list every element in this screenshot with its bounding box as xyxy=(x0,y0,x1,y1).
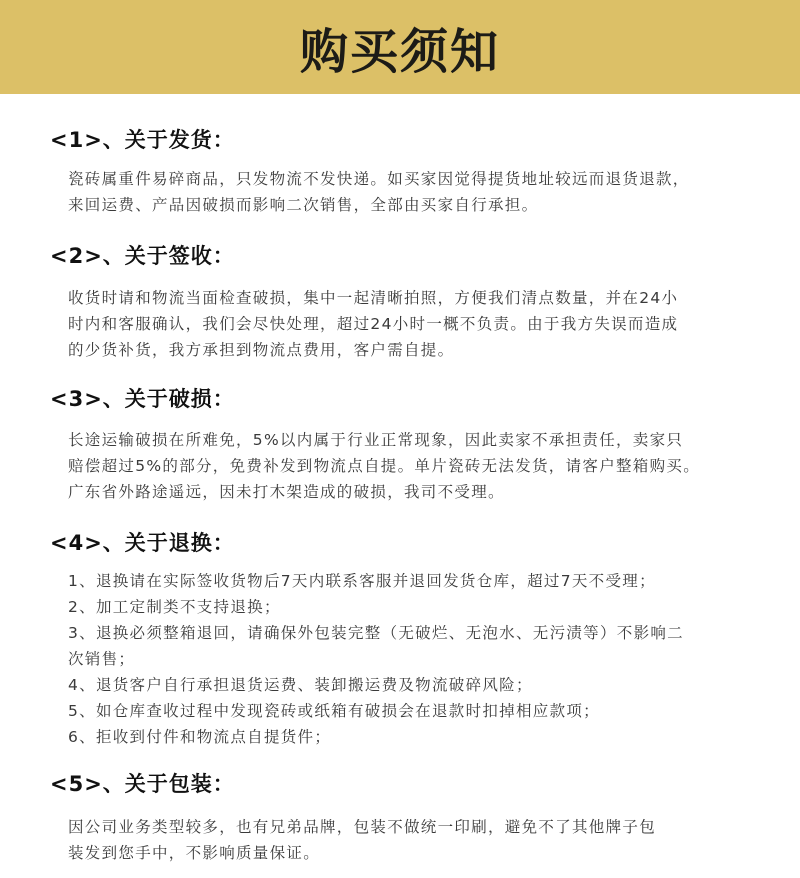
list-item: 5、如仓库查收过程中发现瓷砖或纸箱有破损会在退款时扣掉相应款项； xyxy=(68,702,600,720)
list-item: 4、退货客户自行承担退货运费、装卸搬运费及物流破碎风险； xyxy=(68,676,533,694)
section-body-receipt xyxy=(68,285,768,363)
list-item: 6、拒收到付件和物流点自提货件； xyxy=(68,728,332,746)
section-heading-damage: <3>、关于破损： xyxy=(50,387,235,411)
section-heading-receipt: <2>、关于签收： xyxy=(50,244,235,268)
section-body-shipping xyxy=(68,166,768,218)
paragraph-line: 长途运输破损在所难免，5%以内属于行业正常现象，因此卖家不承担责任，卖家只 xyxy=(68,431,684,449)
paragraph-line: 广东省外路途遥远，因未打木架造成的破损，我司不受理。 xyxy=(68,483,505,501)
paragraph-line: 来回运费、产品因破损而影响二次销售，全部由买家自行承担。 xyxy=(68,196,539,214)
section-body-packaging xyxy=(68,814,768,866)
list-item: 1、退换请在实际签收货物后7天内联系客服并退回发货仓库，超过7天不受理； xyxy=(68,572,656,590)
section-heading-shipping: <1>、关于发货： xyxy=(50,128,235,152)
section-body-returns xyxy=(68,568,768,750)
section-heading-packaging: <5>、关于包装： xyxy=(50,772,235,796)
page-title: 购买须知 xyxy=(299,23,500,80)
section-heading-returns: <4>、关于退换： xyxy=(50,531,235,555)
paragraph-line: 装发到您手中，不影响质量保证。 xyxy=(68,844,321,862)
section-body-damage xyxy=(68,427,768,505)
paragraph-line: 的少货补货，我方承担到物流点费用，客户需自提。 xyxy=(68,341,455,359)
list-item: 3、退换必须整箱退回，请确保外包装完整（无破烂、无泡水、无污渍等）不影响二 xyxy=(68,624,684,642)
paragraph-line: 时内和客服确认，我们会尽快处理，超过24小时一概不负责。由于我方失误而造成 xyxy=(68,315,679,333)
header-banner xyxy=(0,0,800,94)
list-item-continuation: 次销售； xyxy=(68,650,136,668)
paragraph-line: 赔偿超过5%的部分，免费补发到物流点自提。单片瓷砖无法发货，请客户整箱购买。 xyxy=(68,457,700,475)
list-item: 2、加工定制类不支持退换； xyxy=(68,598,281,616)
paragraph-line: 因公司业务类型较多，也有兄弟品牌，包装不做统一印刷，避免不了其他牌子包 xyxy=(68,818,657,836)
paragraph-line: 瓷砖属重件易碎商品，只发物流不发快递。如买家因觉得提货地址较远而退货退款， xyxy=(68,170,690,188)
paragraph-line: 收货时请和物流当面检查破损，集中一起清晰拍照，方便我们清点数量，并在24小 xyxy=(68,289,679,307)
